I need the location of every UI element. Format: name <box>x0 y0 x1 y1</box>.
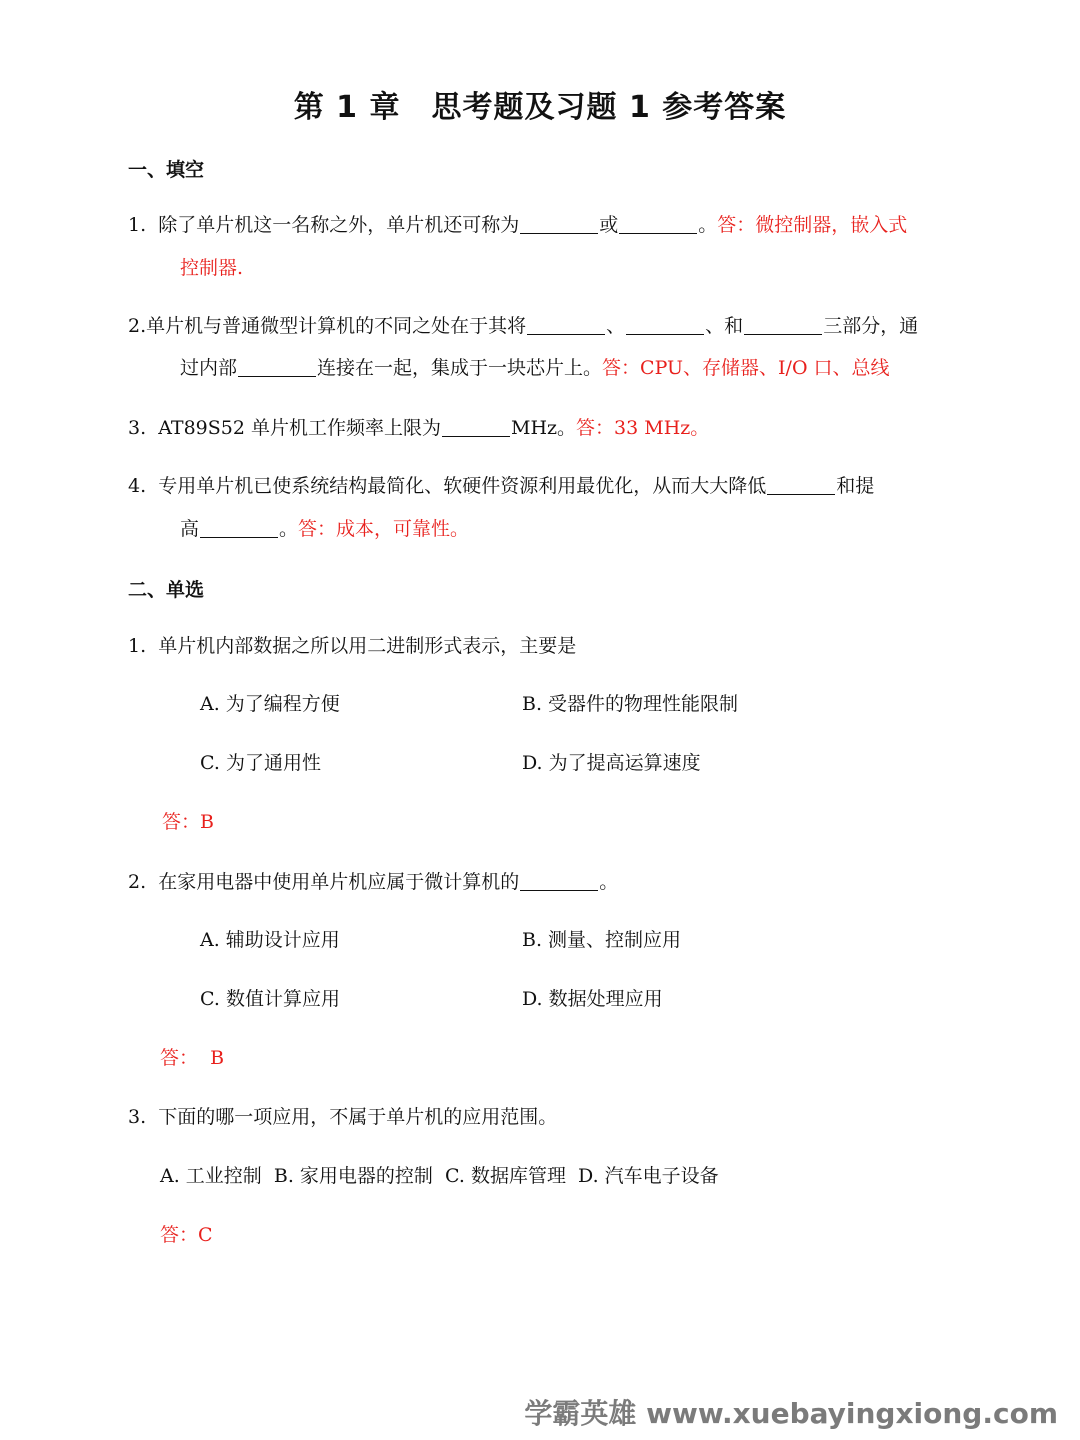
answer-blank <box>442 416 510 437</box>
question-text: 。 <box>279 518 299 540</box>
answer-blank <box>527 314 605 335</box>
answer-blank <box>520 870 598 891</box>
question-text: 。 <box>698 214 718 236</box>
answer-text: 答： B <box>160 1047 225 1069</box>
question-text: 下面的哪一项应用，不属于单片机的应用范围。 <box>158 1106 558 1128</box>
separator: 、和 <box>705 315 744 337</box>
choice-question-1 <box>128 634 576 658</box>
question-number: 2. <box>128 871 147 893</box>
answer-text: 答：微控制器，嵌入式 <box>717 214 908 236</box>
fill-question-2 <box>128 314 918 338</box>
question-text: 或 <box>599 214 619 236</box>
question-text: 和提 <box>836 475 875 497</box>
question-text: 三部分，通 <box>823 315 919 337</box>
choice-option-c: C. 为了通用性 <box>200 752 321 774</box>
answer-text: 答：CPU、存储器、I/O 口、总线 <box>602 357 890 379</box>
section-heading-single-choice: 二、单选 <box>128 579 205 601</box>
choice-question-2 <box>128 870 618 894</box>
answer-text-continued: 控制器. <box>180 257 244 279</box>
fill-question-2-continued <box>180 356 890 380</box>
answer-blank <box>520 213 598 234</box>
question-number: 2. <box>128 315 147 337</box>
question-number: 1. <box>128 214 147 236</box>
question-number: 4. <box>128 475 147 497</box>
answer-blank <box>767 474 835 495</box>
answer-blank <box>200 517 278 538</box>
question-text: MHz。 <box>511 417 577 439</box>
separator: 、 <box>606 315 626 337</box>
answer-text: 答：B <box>162 811 214 833</box>
question-text: 单片机与普通微型计算机的不同之处在于其将 <box>146 315 527 337</box>
answer-blank <box>626 314 704 335</box>
question-text: 高 <box>180 518 200 540</box>
answer-blank <box>619 213 697 234</box>
choice-option-d: D. 数据处理应用 <box>522 988 663 1010</box>
question-number: 3. <box>128 1106 147 1128</box>
choice-option-a: A. 辅助设计应用 <box>200 929 340 951</box>
section-heading-fill-blank: 一、填空 <box>128 159 205 181</box>
choice-option-b: B. 测量、控制应用 <box>522 929 682 951</box>
fill-question-3 <box>128 416 709 440</box>
page-title: 第 1 章 思考题及习题 1 参考答案 <box>293 90 787 125</box>
choice-option-d: D. 为了提高运算速度 <box>522 752 701 774</box>
question-text: 专用单片机已使系统结构最简化、软硬件资源利用最优化，从而大大降低 <box>158 475 767 497</box>
answer-text: 答：C <box>160 1224 213 1246</box>
fill-question-4-continued <box>180 517 469 541</box>
choice-option-a: A. 为了编程方便 <box>200 693 340 715</box>
answer-blank <box>744 314 822 335</box>
watermark-text: 学霸英雄 www.xuebayingxiong.com <box>524 1397 1058 1430</box>
choice-option-b: B. 受器件的物理性能限制 <box>522 693 739 715</box>
answer-text: 答：成本，可靠性。 <box>298 518 470 540</box>
question-text: 单片机内部数据之所以用二进制形式表示，主要是 <box>158 635 577 657</box>
question-text: 过内部 <box>180 357 238 379</box>
question-number: 3. <box>128 417 147 439</box>
answer-blank <box>238 356 316 377</box>
question-text: 。 <box>599 871 619 893</box>
question-text: 除了单片机这一名称之外，单片机还可称为 <box>158 214 520 236</box>
choice-option-c: C. 数值计算应用 <box>200 988 340 1010</box>
question-text: 在家用电器中使用单片机应属于微计算机的 <box>158 871 520 893</box>
answer-text: 答：33 MHz。 <box>576 417 710 439</box>
choice-question-3 <box>128 1105 557 1129</box>
choice-options-inline: A. 工业控制 B. 家用电器的控制 C. 数据库管理 D. 汽车电子设备 <box>160 1165 719 1187</box>
question-text: AT89S52 单片机工作频率上限为 <box>158 417 441 439</box>
question-number: 1. <box>128 635 147 657</box>
fill-question-4 <box>128 474 874 498</box>
fill-question-1 <box>128 213 907 237</box>
question-text: 连接在一起，集成于一块芯片上。 <box>317 357 603 379</box>
